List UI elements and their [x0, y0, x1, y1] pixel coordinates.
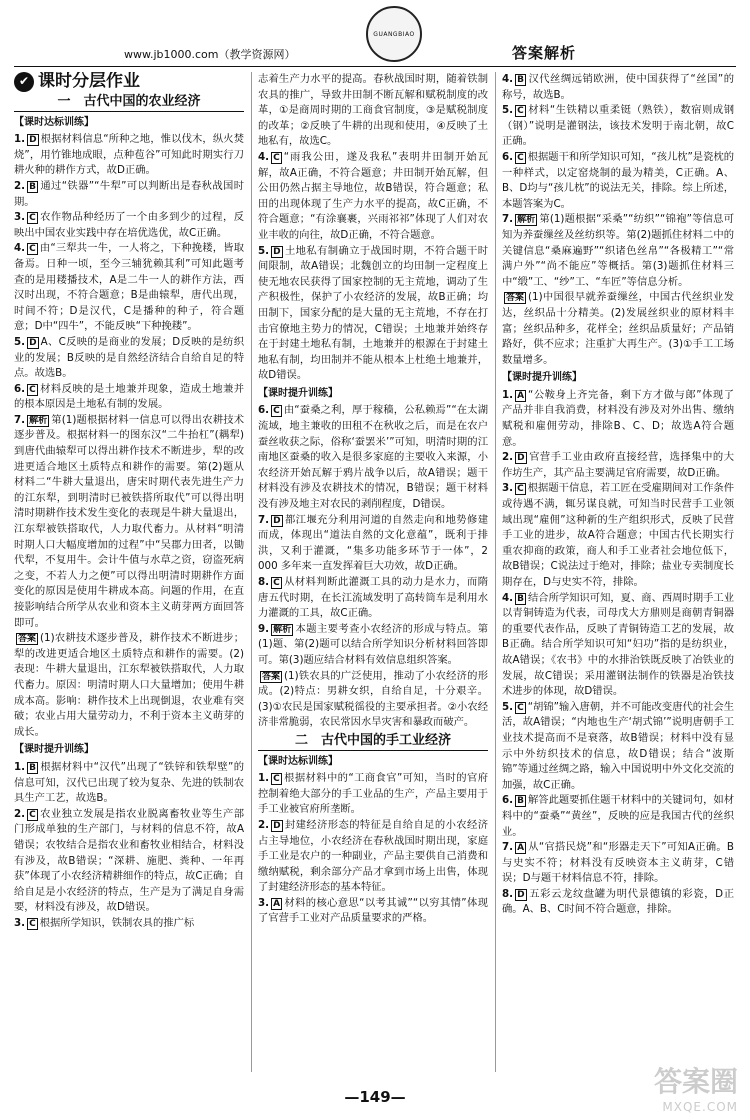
subsection-title: 【 课时提升训练 】	[258, 386, 488, 402]
question-number: 5.	[502, 700, 514, 713]
logo-text: GUANGBIAO	[373, 30, 415, 38]
answer-text: 都江堰充分利用河道的自然走向和地势修建而成，体现出“道法自然的文化意蕴”，既利于排洪，又利于灌溉，“集多功能多环节于一体”，2 000 多年来一直发挥着巨大功效，故D正确。	[258, 513, 488, 573]
answer-item	[258, 513, 488, 575]
answer-item	[14, 241, 244, 335]
column-divider	[251, 72, 252, 1072]
question-number: 3.	[14, 916, 26, 929]
question-number: 6.	[14, 382, 26, 395]
answer-text: 结合所学知识可知，夏、商、西周时期手工业以青铜铸造为代表，司母戊大方鼎则是商朝青铜器的重要代表作品，反映了青铜铸造工艺的发展，故B正确。结合所学知识可知“妇功”指的是纺织业，故A错误；《农书》中的水排治铁既反映了冶铁业的发展，故C错误；采用灌钢法制作的铁器是冶铁技术进步的体现，故D错误。	[502, 591, 734, 698]
question-number: 6.	[502, 794, 514, 807]
question-number: 5.	[14, 335, 26, 348]
answer-tag: C	[273, 578, 280, 588]
answer-tag: D	[29, 337, 37, 348]
answer-item	[14, 210, 244, 241]
answer-item	[14, 382, 244, 413]
answer-tag: 答案	[18, 634, 37, 645]
answer-text: 通过“铁器”“牛犁”可以判断出是春秋战国时期。	[14, 179, 244, 208]
answer-text: 根据材料中“汉代”出现了“铁锌和铁犁壁”的信息可知，汉代已出现了较为复杂、先进的铁制农具生产工艺，故选B。	[14, 760, 244, 805]
publisher-logo-icon	[366, 6, 422, 62]
answer-item	[14, 335, 244, 382]
answer-item	[258, 575, 488, 622]
answer-tag: 解析	[517, 215, 536, 226]
question-number: 4.	[502, 73, 514, 85]
question-number: 4.	[502, 591, 514, 604]
answer-item	[502, 481, 734, 590]
answer-text: 解答此题要抓住题干材料中的关键词句，如材料中的“蚕桑”“黄丝”，反映的应是我国古代的丝织业。	[502, 794, 734, 838]
answer-text: 封建经济形态的特征是自给自足的小农经济占主导地位，小农经济在春秋战国时期出现，家庭手工业是农户的一种副业，产品主要供自己消费和缴纳赋税，剩余部分产品才拿到市场上出售，体现了封建经济形态的基本特征。	[258, 818, 488, 894]
answer-text: 材料的核心意思“以考其诚”“以穷其情”体现了官营手工业对产品质量要求的严格。	[258, 896, 488, 925]
question-number: 8.	[502, 887, 514, 900]
answer-tag: C	[29, 244, 36, 255]
watermark-line2: MXQE.COM	[662, 1100, 738, 1114]
question-number: 1.	[502, 388, 514, 401]
watermark	[654, 1060, 738, 1114]
header-title: 答案解析	[511, 44, 576, 62]
answer-tag: B	[517, 75, 524, 85]
answer-item	[258, 150, 488, 244]
answer-item	[258, 403, 488, 512]
answer-item	[258, 771, 488, 818]
answer-tag: C	[29, 918, 36, 929]
answer-item	[502, 290, 734, 368]
answer-item	[502, 72, 734, 103]
question-number: 2.	[258, 818, 270, 831]
answer-item	[14, 413, 244, 631]
answer-text: 由“三犁共一牛，一人将之，下种挽耧，皆取备焉。日种一顷，至今三辅犹赖其利”可知此题考查的是用耧播技术，A是二牛一人的耕作方法，西汉时出现，不符合题意；B是曲辕犁，唐代出现，时间不符；D是汉代，C是播种的种子，符合题意；D中“四牛”，不能反映“下种挽耧”。	[14, 242, 244, 333]
answer-tag: A	[517, 390, 525, 401]
answer-tag: C	[273, 406, 280, 417]
question-number: 6.	[502, 150, 514, 163]
answer-text: 从“官搭民烧”和“形器走天下”可知A正确。B与史实不符；材料没有反映资本主义萌芽，C错误；D与题干材料信息不符，排除。	[502, 841, 734, 885]
answer-tag: D	[517, 453, 525, 464]
answer-list	[502, 388, 734, 918]
page-header	[14, 30, 736, 67]
answer-tag: C	[273, 774, 280, 785]
answer-item	[258, 244, 488, 384]
answer-item	[258, 622, 488, 669]
answer-tag: C	[517, 484, 524, 495]
watermark-line1: 答案圈	[653, 1065, 738, 1098]
main-title	[14, 72, 244, 92]
answer-text: 根据材料中的“工商食官”可知，当时的官府控制着绝大部分的手工业品的生产，产品主要用于手工业被官府所垄断。	[258, 772, 488, 816]
answer-tag: C	[29, 809, 36, 820]
question-number: 3.	[258, 896, 270, 909]
answer-tag: C	[29, 384, 36, 395]
answer-tag: B	[29, 762, 36, 773]
answer-item	[14, 760, 244, 807]
column-2	[258, 72, 488, 1072]
answer-item	[502, 793, 734, 840]
answer-text: 由“蚕桑之利，厚于稼穑，公私赖焉”“在太湖流域，地主兼收的田租不在秋收之后，而是在农户蚕丝收获之际，俗称‘蚕罢米’”可知，明清时期的江南地区蚕桑的收入是很多家庭的主要收入来源，小农经济开始瓦解于鸦片战争以后，故A错误；题干材料没有涉及农耕技术的情况，B错误；题干材料没有涉及地主对农民的剥削程度，D错误。	[258, 404, 488, 511]
answer-item	[502, 103, 734, 150]
answer-item	[14, 631, 244, 740]
question-number: 7.	[258, 513, 270, 526]
question-number: 3.	[502, 482, 514, 495]
answer-text: 土地私有制确立于战国时期，不符合题干时间限制，故A错误；北魏创立的均田制一定程度上使无地农民获得了国家控制的无主荒地，调动了生产积极性，保护了小农经济的发展，故B正确；均田制下，国家分配的是大量的无主荒地，不存在打击官僚地主势力的情况，C错误；土地兼并始终存在于封建土地私有制，土地兼并的根源在于封建土地私有制，均田制并不能从根本上杜绝土地兼并，故D错误。	[258, 244, 488, 382]
question-number: 5.	[502, 104, 514, 117]
answer-tag: B	[29, 181, 36, 192]
column-3	[502, 72, 734, 1072]
answer-list	[258, 72, 488, 384]
question-number: 2.	[14, 179, 26, 192]
answer-text: A、C反映的是商业的发展；D反映的是纺织业的发展；B反映的是自然经济结合自给自足的特点。故选B。	[14, 335, 244, 380]
question-number: 4.	[14, 242, 26, 255]
answer-tag: 答案	[506, 293, 525, 304]
answer-text: 根据材料信息“所种之地，惟以伐木，纵火焚烧”，用竹锥地成眼，点种苞谷”可知此时期实行刀耕火种的耕作方式，故D正确。	[14, 133, 244, 177]
answer-text: 第(1)题根据“采桑”“纺织”“锦袍”等信息可知为养蚕缫丝及丝纺织等。第(2)题抓住材料二中的关键信息“桑麻遍野”“织诸色丝帛”“各极精工”“常满户外”“尚不能应”等概括。第(3)题抓住材料三中“缎”工、“纱”工、“车匠”等信息分析。	[502, 213, 734, 288]
answer-item	[502, 887, 734, 918]
answer-list	[258, 771, 488, 927]
answer-text: 根据题干和所学知识可知，“孩儿枕”是瓷枕的一种样式，以定窑烧制的最为精美，C正确。A、B、D均与“孩儿枕”的说法无关，排除。综上所述，本题答案为C。	[502, 150, 734, 210]
question-number: 2.	[502, 451, 514, 464]
answer-text: 农业独立发展是指农业脱离畜牧业等生产部门形成单独的生产部门，与材料的信息不符，故A错误；农牧结合是指农业和畜牧业相结合，材料没有涉及，故B错误；“深耕、施肥、粪种、一年再获”体现了小农经济精耕细作的特点，故C正确；自给自足是小农经济的特点，生产是为了满足自身需要，材料没有涉及，故D错误。	[14, 807, 244, 914]
answer-tag: B	[517, 796, 524, 807]
answer-tag: C	[517, 106, 524, 117]
answer-list	[14, 760, 244, 932]
answer-text: 根据题干信息，若工匠在受雇期间对工作条件或待遇不满，辄另谋良就，可知当时民营手工业领域出现“雇佣”这种新的生产组织形式，反映了民营手工业的进步，故A符合题意；中国古代长期实行重农抑商的政策，商人和手工业者社会地位低下，故B错误；C说法过于绝对，排除；盐业专卖制度长期存在，D与史实不符，排除。	[502, 482, 734, 588]
answer-text: 根据所学知识，铁制农具的推广标	[39, 916, 195, 929]
answer-tag: C	[29, 213, 36, 224]
answer-tag: C	[517, 702, 524, 713]
answer-item	[502, 591, 734, 700]
answer-item	[502, 840, 734, 887]
question-number: 3.	[14, 211, 26, 224]
answer-tag: A	[273, 898, 281, 909]
answer-text: 材料反映的是土地兼并现象，造成土地兼并的根本原因是土地私有制的发展。	[14, 382, 244, 411]
column-divider	[495, 72, 496, 1072]
answer-tag: 答案	[262, 671, 281, 682]
answer-text: “雨我公田，遂及我私”表明井田制开始瓦解，故A正确，不符合题意；井田制开始瓦解，但公田仍然占据主导地位，故B错误，符合题意；私田的出现体现了生产力水平的提高，故C正确，不符合题意；“有涂襄裹，兴雨祁祁”体现了人们对农业丰收的向往，故D正确，不符合题意。	[258, 150, 488, 241]
answer-tag: 解析	[29, 415, 48, 426]
site-url[interactable]: www.jb1000.com（教学资源网）	[124, 48, 296, 61]
question-number: 9.	[258, 622, 270, 635]
answer-tag: D	[29, 135, 37, 146]
check-badge-icon: ✔	[14, 72, 34, 92]
answer-text: 农作物品种经历了一个由多到少的过程，反映出中国农业实践中存在培优选优，故C正确。	[14, 211, 244, 239]
answer-item	[258, 896, 488, 927]
answer-item	[258, 818, 488, 896]
answer-text: 官营手工业由政府直接经营，选择集中的大作坊生产，其产品主要满足官府需要，故D正确。	[502, 451, 734, 479]
column-1	[14, 72, 244, 1072]
question-number: 1.	[14, 133, 26, 146]
question-number: 1.	[14, 760, 26, 773]
answer-item	[502, 388, 734, 450]
answer-text: (1)铁农具的广泛使用，推动了小农经济的形成。(2)特点：男耕女织，自给自足，十分艰辛。(3)①农民是国家赋税徭役的主要承担者。②小农经济非常脆弱，农民常因水旱灾害和暴政而破产。	[258, 669, 488, 729]
question-number: 5.	[258, 244, 270, 257]
main-title-text: 课时分层作业	[38, 72, 140, 92]
answer-tag: D	[273, 515, 281, 526]
subsection-title: 【 课时提升训练 】	[14, 742, 244, 758]
answer-item	[14, 916, 244, 932]
answer-text: “胡锦”输入唐朝，并不可能改变唐代的社会生活，故A错误；“内地也生产‘胡式锦’”说明唐朝手工业技术提高而不是衰落，故B错误；材料中没有显示中外纺织技术的信息，故D错误；结合“波斯锦”等通过丝绸之路，输入中国说明中外文化交流的加强，故C正确。	[502, 700, 734, 791]
answer-item	[14, 132, 244, 179]
answer-tag: 解析	[273, 624, 292, 635]
question-number: 7.	[14, 413, 26, 426]
answer-list	[502, 72, 734, 368]
answer-tag: D	[273, 246, 281, 257]
answer-text: 五彩云龙纹盘罐为明代景德镇的彩瓷，D正确。A、B、C时间不符合题意，排除。	[502, 887, 734, 916]
question-number: 2.	[14, 807, 26, 820]
answer-item	[14, 807, 244, 916]
answer-tag: D	[517, 889, 525, 900]
question-number: 7.	[502, 213, 514, 226]
answer-list	[258, 403, 488, 730]
answer-item	[502, 450, 734, 481]
answer-item	[258, 669, 488, 731]
answer-tag: A	[517, 843, 525, 854]
answer-text: “公鞍身上齐完备，剩下方才做与郎”体现了产品并非自我消费，材料没有涉及对外出售、缴纳赋税和雇佣劳动，排除B、C、D；故选A符合题意。	[502, 388, 734, 448]
question-number: 8.	[258, 576, 270, 588]
answer-item	[502, 150, 734, 212]
answer-text: 本题主要考查小农经济的形成与特点。第(1)题、第(2)题可以结合所学知识分析材料回答即可。第(3)题应结合材料有效信息组织答案。	[258, 622, 488, 666]
answer-item	[14, 179, 244, 210]
page-number: —149—	[344, 1088, 406, 1106]
question-number: 1.	[258, 772, 270, 785]
answer-item	[502, 212, 734, 290]
section-title: 二 古代中国的手工业经济	[258, 733, 488, 751]
question-number: 7.	[502, 841, 514, 854]
subsection-title: 【 课时达标训练 】	[258, 754, 488, 770]
answer-tag: D	[273, 820, 281, 831]
answer-text: 汉代丝绸远销欧洲，使中国获得了“丝国”的称号，故选B。	[502, 73, 734, 101]
subsection-title: 【 课时提升训练 】	[502, 370, 734, 386]
question-number: 4.	[258, 150, 270, 163]
answer-text: 志着生产力水平的提高。春秋战国时期，随着铁制农具的推广，导致井田制不断瓦解和赋税制度的改革，①是商周时期的工商食官制度，③是赋税制度的改革；②反映了牛耕的出现和使用，④反映了土地私有，故选C。	[258, 73, 488, 148]
answer-text: 第(1)题根据材料一信息可以得出农耕技术逐步普及。根据材料一的图东汉“二牛抬杠”(耦犁)到唐代曲辕犁可以得出耕作技术不断进步，犁的改进更适合地区土质特点和耕作的需要。第(2)题从材料二“牛耕大量退出，唐宋时期代表先进生产力的江东犁，到明清时已被铁搭所取代”可以得出明清时期耕作技术发生变化的表现是牛耕大量退出，江东犁被铁搭取代，人力取代畜力。从材料“明清时期人口大幅度增加的过程”中“吴郡力田者，以锄代犁，不复用牛。会计牛值与水草之资，窃盗死病之变，不若人力之便”可以得出明清时期耕作方面变化的原因是使用牛耕成本高。问题的作用，在直接影响结合所学从农业和资本主义萌芽两方面回答即可。	[14, 413, 244, 629]
answer-tag: C	[273, 152, 280, 163]
section-title: 一 古代中国的农业经济	[14, 94, 244, 112]
answer-text: 从材料判断此灌溉工具的动力是水力，而隋唐五代时期，在长江流域发明了高转筒车是利用水力灌溉的工具，故C正确。	[258, 576, 488, 620]
answer-tag: C	[517, 152, 524, 163]
answer-list	[14, 132, 244, 740]
answer-item	[258, 72, 488, 150]
answer-text: (1)农耕技术逐步普及，耕作技术不断进步；犁的改进更适合地区土质特点和耕作的需要。(2)表现：牛耕大量退出，江东犁被铁搭取代，人力取代畜力。原因：明清时期人口大量增加；使用牛耕成本高。影响：耕作技术上出现倒退，农业难有突破；农业占用大量劳动力，不利于资本主义萌芽的成长。	[14, 632, 244, 738]
subsection-title: 【 课时达标训练 】	[14, 115, 244, 131]
answer-text: (1)中国很早就养蚕缫丝，中国古代丝织业发达，丝织品十分精美。(2)发展丝织业的原材料丰富；丝织品种多，花样全；丝织品质量好；产品销路好，供不应求；注重扩大再生产。(3)①手工工场数量增多。	[502, 291, 734, 366]
answer-text: 材料“生铁精以重柔铤（熟铁），数宿则成钢（钢）”说明是灌钢法，该技术发明于南北朝，故C正确。	[502, 104, 734, 148]
question-number: 6.	[258, 404, 270, 417]
answer-item	[502, 700, 734, 794]
answer-tag: B	[517, 593, 524, 604]
